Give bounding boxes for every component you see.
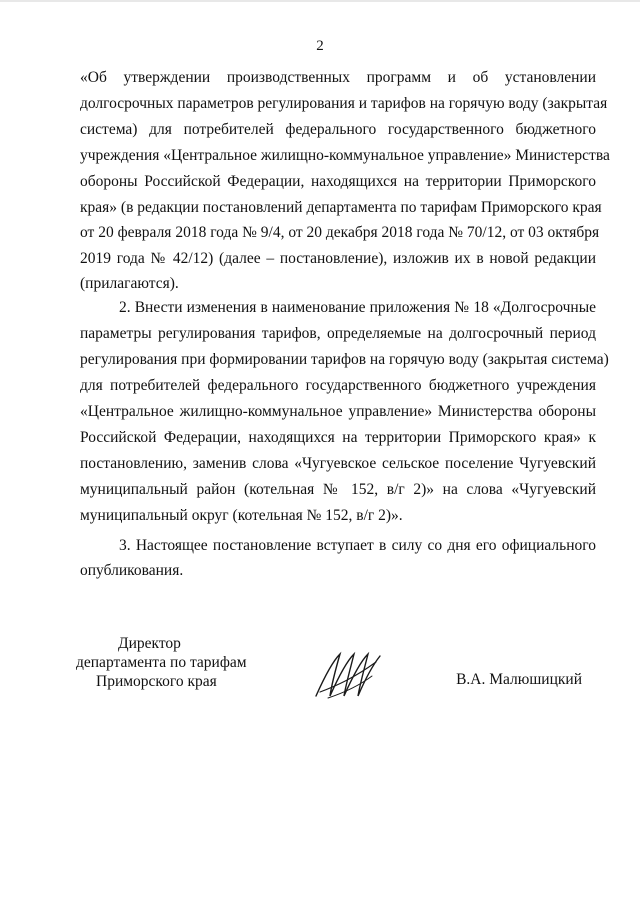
signatory-name: В.А. Малюшицкий [456, 671, 582, 688]
paragraph-2-line-7: постановлению, заменив слова «Чугуевское сельское поселение Чугуевский [80, 455, 596, 472]
signatory-title-line-3: Приморского края [96, 673, 217, 690]
paragraph-1-line-9: (прилагаются). [80, 275, 179, 292]
paragraph-1-line-6: края» (в редакции постановлений департамента по тарифам Приморского края [80, 199, 602, 216]
paragraph-1-line-3: система) для потребителей федерального государственного бюджетного [80, 121, 596, 138]
paragraph-1-line-7: от 20 февраля 2018 года № 9/4, от 20 декабря 2018 года № 70/12, от 03 октября [80, 224, 600, 241]
paragraph-3-line-1: 3. Настоящее постановление вступает в силу со дня его официального [119, 537, 596, 554]
signatory-title-line-2: департамента по тарифам [76, 654, 247, 671]
paragraph-2-line-8: муниципальный район (котельная № 152, в/г 2)» на слова «Чугуевский [80, 481, 596, 498]
paragraph-2-line-1: 2. Внести изменения в наименование приложения № 18 «Долгосрочные [119, 299, 596, 316]
paragraph-2-line-4: для потребителей федерального государственного бюджетного учреждения [80, 377, 596, 394]
paragraph-2-line-2: параметры регулирования тарифов, определяемые на долгосрочный период [80, 325, 596, 342]
paragraph-1-line-8: 2019 года № 42/12) (далее – постановление), изложив их в новой редакции [80, 250, 596, 267]
paragraph-2-line-6: Российской Федерации, находящихся на территории Приморского края» к [80, 429, 596, 446]
paragraph-3-line-2: опубликования. [80, 562, 184, 579]
paragraph-2-line-9: муниципальный округ (котельная № 152, в/г 2)». [80, 507, 403, 524]
paragraph-2-line-3: регулирования при формировании тарифов на горячую воду (закрытая система) [80, 351, 609, 368]
scan-edge [0, 0, 640, 2]
handwritten-signature [310, 648, 390, 703]
paragraph-1-line-2: долгосрочных параметров регулирования и тарифов на горячую воду (закрытая [80, 95, 608, 112]
paragraph-1-line-1: «Об утверждении производственных программ и об установлении [80, 69, 596, 86]
paragraph-1-line-5: обороны Российской Федерации, находящихся на территории Приморского [80, 173, 596, 190]
paragraph-2-line-5: «Центральное жилищно-коммунальное управление» Министерства обороны [80, 403, 596, 420]
page-number: 2 [316, 38, 324, 54]
paragraph-1-line-4: учреждения «Центральное жилищно-коммунальное управление» Министерства [80, 147, 610, 164]
signatory-title-line-1: Директор [118, 635, 181, 652]
